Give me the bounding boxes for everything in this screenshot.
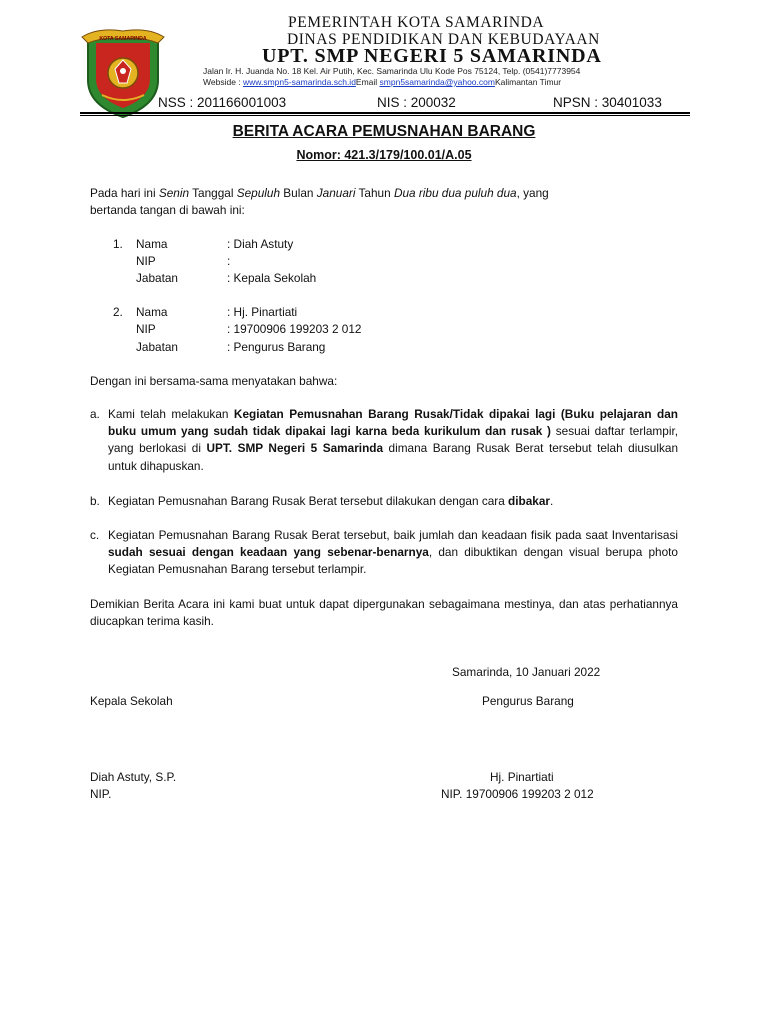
intro-text: Pada hari ini (90, 186, 159, 200)
person-1-nip-label: NIP (136, 254, 156, 268)
point-a-part: dimana Barang Rusak Berat tersebut telah diusulkan untuk dihapuskan. (108, 441, 679, 473)
intro-line-2: bertanda tangan di bawah ini: (90, 203, 245, 217)
intro-month: Januari (316, 186, 356, 200)
point-a-location: UPT. SMP Negeri 5 Samarinda (206, 441, 384, 456)
person-1-jabatan: : Kepala Sekolah (227, 271, 317, 285)
point-c-part: , dan dibuktikan dengan visual berupa photo Kegiatan Pemusnahan Barang tersebut terlampir. (108, 545, 678, 577)
intro-year: Dua ribu dua puluh dua (393, 186, 517, 200)
point-c-part: Kegiatan Pemusnahan Barang Rusak Berat tersebut, baik jumlah dan keadaan fisik pada saat Inventarisasi (108, 528, 678, 542)
right-signatory-nip: NIP. 19700906 199203 2 012 (441, 787, 594, 801)
intro-line (90, 186, 549, 200)
intro-date: Sepuluh (236, 186, 281, 200)
intro-text: Bulan (280, 186, 317, 200)
point-c-emphasis: sudah sesuai dengan keadaan yang sebenar-benarnya (108, 545, 429, 560)
point-b-label: b. (90, 494, 100, 508)
document-title: BERITA ACARA PEMUSNAHAN BARANG (232, 123, 536, 140)
website-link[interactable]: www.smpn5-samarinda.sch.id (243, 77, 356, 87)
point-a-activity: Kegiatan Pemusnahan Barang Rusak/Tidak dipakai lagi (Buku pelajaran dan buku umum yang sudah tidak dipakai lagi karna beda kurikulum dan rusak ) (108, 407, 679, 439)
nss-number: NSS : 201166001003 (158, 95, 287, 110)
place-date: Samarinda, 10 Januari 2022 (452, 665, 601, 679)
point-a-part: sesuai daftar terlampir, yang berlokasi di (108, 424, 678, 456)
intro-day: Senin (158, 186, 190, 200)
person-2-nama-label: Nama (136, 305, 168, 319)
person-1-nama-label: Nama (136, 237, 168, 251)
point-b-method: dibakar (508, 494, 551, 508)
website-label: Webside : (203, 77, 244, 87)
intro-text: Tanggal (189, 186, 237, 200)
email-label: Email (355, 77, 380, 87)
point-b-part: Kegiatan Pemusnahan Barang Rusak Berat tersebut dilakukan dengan cara (108, 494, 509, 508)
person-1-nip: : (227, 254, 231, 268)
npsn-number: NPSN : 30401033 (553, 95, 662, 110)
person-2-number: 2. (113, 305, 123, 319)
letterhead-department: DINAS PENDIDIKAN DAN KEBUDAYAAN (287, 31, 600, 48)
person-2-jabatan-label: Jabatan (136, 340, 178, 354)
email-link[interactable]: smpn5samarinda@yahoo.com (379, 77, 495, 87)
letterhead-school-name: UPT. SMP NEGERI 5 SAMARINDA (262, 45, 602, 67)
intro-text: , yang (516, 186, 549, 200)
closing-paragraph: Demikian Berita Acara ini kami buat untuk dapat dipergunakan sebagaimana mestinya, dan atas perhatiannya diucapkan terima kasih. (90, 597, 678, 629)
right-signatory-role: Pengurus Barang (482, 694, 574, 708)
person-2-nip: : 19700906 199203 2 012 (227, 322, 362, 336)
statement-intro: Dengan ini bersama-sama menyatakan bahwa: (90, 374, 338, 388)
point-a-part: Kami telah melakukan (108, 407, 234, 421)
logo-banner-text: KOTA SAMARINDA (99, 36, 147, 42)
right-signatory-name: Hj. Pinartiati (490, 770, 554, 784)
letterhead-contact (203, 77, 561, 87)
point-b-part: . (550, 494, 554, 508)
document-number: Nomor: 421.3/179/100.01/A.05 (296, 148, 472, 162)
region-text: Kalimantan Timur (494, 77, 562, 87)
person-2-jabatan: : Pengurus Barang (227, 340, 326, 354)
point-c-label: c. (90, 528, 100, 542)
letterhead-divider-thin (80, 115, 690, 116)
letterhead-government: PEMERINTAH KOTA SAMARINDA (288, 14, 545, 31)
intro-text: Tahun (355, 186, 394, 200)
left-signatory-name: Diah Astuty, S.P. (90, 770, 177, 784)
letterhead-address: Jalan Ir. H. Juanda No. 18 Kel. Air Putih, Kec. Samarinda Ulu Kode Pos 75124, Telp. (0541)7773954 (203, 66, 581, 76)
nis-number: NIS : 200032 (377, 95, 456, 110)
left-signatory-role: Kepala Sekolah (90, 694, 173, 708)
point-a-label: a. (90, 407, 100, 421)
person-2-nip-label: NIP (136, 322, 156, 336)
person-1-jabatan-label: Jabatan (136, 271, 178, 285)
point-a-text (108, 406, 678, 475)
point-b-text (108, 494, 553, 508)
person-1-nama: : Diah Astuty (227, 237, 294, 251)
point-c-text (108, 527, 678, 579)
left-signatory-nip: NIP. (90, 787, 112, 801)
letterhead-divider-thick (80, 112, 690, 114)
person-2-nama: : Hj. Pinartiati (227, 305, 298, 319)
samarinda-coat-of-arms-logo (78, 25, 168, 119)
person-1-number: 1. (113, 237, 123, 251)
